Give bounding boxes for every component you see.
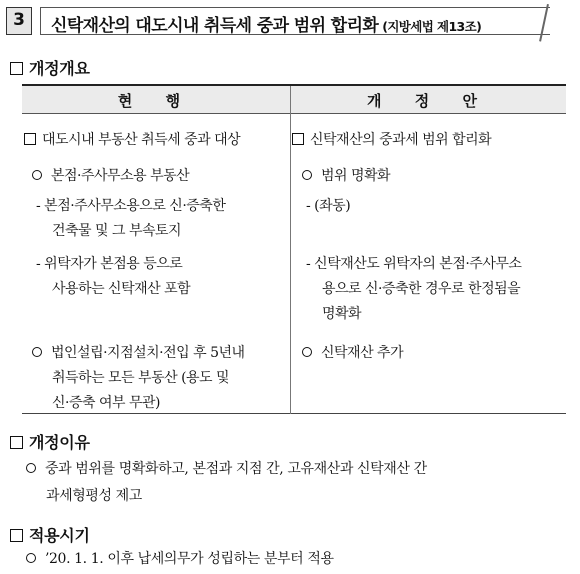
reason-line1-text: 중과 범위를 명확화하고, 본점과 지점 간, 고유재산과 신탁재산 간 [45, 461, 427, 477]
proposed-item1-sub2-line3: 명확화 [322, 306, 362, 322]
square-bullet-icon [10, 62, 23, 75]
proposed-heading-text: 신탁재산의 중과세 범위 합리화 [310, 132, 492, 148]
current-heading-text: 대도시내 부동산 취득세 중과 대상 [42, 132, 241, 148]
current-item2-line2: 취득하는 모든 부동산 (용도 및 [52, 370, 230, 386]
proposed-item2 [302, 341, 403, 366]
reason-line2: 과세형평성 제고 [46, 488, 142, 504]
current-item1 [32, 164, 189, 189]
proposed-item1-sub2-line1: - 신탁재산도 위탁자의 본점·주사무소 [306, 256, 522, 272]
table-header [22, 86, 566, 114]
title-box [40, 7, 550, 35]
proposed-heading [292, 128, 491, 153]
section-heading-effective [10, 523, 90, 546]
reason-line1 [26, 456, 427, 482]
circle-bullet-icon [302, 347, 312, 357]
proposed-item1-sub1: - (좌동) [306, 198, 351, 214]
current-item2-line1-text: 법인설립·지점설치·전입 후 5년내 [51, 345, 245, 361]
page-title [51, 11, 481, 36]
column-divider [290, 86, 291, 414]
proposed-item1 [302, 164, 390, 189]
comparison-table [22, 84, 566, 414]
circle-bullet-icon [26, 463, 36, 473]
current-item1-text: 본점·주사무소용 부동산 [51, 168, 190, 184]
current-item1-sub1-line2: 건축물 및 그 부속토지 [52, 223, 182, 239]
current-item2-line1 [32, 341, 245, 366]
circle-bullet-icon [32, 347, 42, 357]
current-heading [24, 128, 240, 153]
effective-line1 [26, 546, 334, 572]
circle-bullet-icon [32, 170, 42, 180]
proposed-item2-text: 신탁재산 추가 [321, 345, 404, 361]
section-number: 3 [6, 7, 32, 35]
title-law-reference: (지방세법 제13조) [382, 19, 482, 34]
current-item2-line3: 신·증축 여부 무관) [52, 395, 160, 411]
header-current: 현 행 [117, 92, 195, 110]
current-item1-sub2-line1: - 위탁자가 본점용 등으로 [36, 256, 183, 272]
title-main-text: 신탁재산의 대도시내 취득세 중과 범위 합리화 [51, 16, 379, 36]
checkbox-square-icon [24, 133, 36, 145]
section-heading-overview [10, 56, 90, 79]
proposed-item1-text: 범위 명확화 [321, 168, 391, 184]
section-overview-label: 개정개요 [29, 59, 90, 78]
proposed-item1-sub2-line2: 용으로 신·증축한 경우로 한정됨을 [322, 281, 521, 297]
square-bullet-icon [10, 529, 23, 542]
section-reason-label: 개정이유 [29, 433, 90, 452]
current-item1-sub2-line2: 사용하는 신탁재산 포함 [52, 281, 191, 297]
effective-line1-text: ’20. 1. 1. 이후 납세의무가 성립하는 분부터 적용 [45, 551, 334, 567]
section-heading-reason [10, 430, 90, 453]
circle-bullet-icon [302, 170, 312, 180]
title-bar [6, 4, 559, 38]
current-item1-sub1-line1: - 본점·주사무소용으로 신·증축한 [36, 198, 226, 214]
header-proposed: 개 정 안 [367, 92, 491, 110]
square-bullet-icon [10, 436, 23, 449]
circle-bullet-icon [26, 553, 36, 563]
section-effective-label: 적용시기 [29, 526, 90, 545]
checkbox-square-icon [292, 133, 304, 145]
